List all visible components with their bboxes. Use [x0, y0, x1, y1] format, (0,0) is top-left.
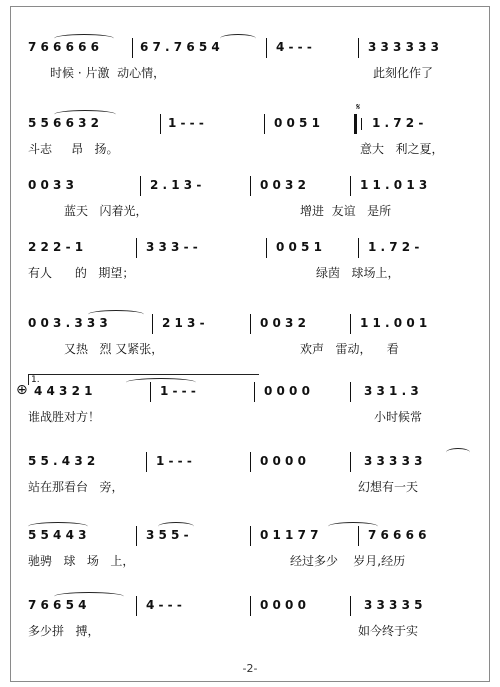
- volta-bracket: 1.: [28, 374, 259, 385]
- measure-notes: 0 0 0 0: [260, 598, 306, 612]
- tie-arc: [54, 592, 124, 601]
- measure-notes: 7 6 6 6 6 6: [28, 40, 99, 54]
- segno-icon: 𝄋: [356, 102, 361, 113]
- lyrics-row: [28, 552, 470, 574]
- tie-arc: [126, 378, 196, 387]
- measure-notes: 0 0 3 3: [28, 178, 74, 192]
- lyric-text: 经过多少 岁月,经历: [290, 554, 406, 568]
- notes-row: [28, 522, 470, 550]
- measure-notes: 5 5 . 4 3 2: [28, 454, 96, 468]
- barline: [146, 452, 147, 472]
- system-5: [28, 310, 470, 370]
- system-3: [28, 172, 470, 232]
- barline: [250, 314, 251, 334]
- barline: [152, 314, 153, 334]
- measure-notes: 0 0 3 . 3 3 3: [28, 316, 108, 330]
- coda-icon: ⊕: [16, 382, 28, 398]
- lyric-text: 有人 的 期望；: [28, 266, 135, 280]
- measure-notes: 3 3 3 - -: [146, 240, 198, 254]
- measure-notes: 1 . 7 2 -: [368, 240, 420, 254]
- measure-notes: 0 0 5 1: [274, 116, 320, 130]
- measure-notes: 4 - - -: [146, 598, 182, 612]
- measure-notes: 3 5 5 -: [146, 528, 189, 542]
- barline: [140, 176, 141, 196]
- lyric-text: 小时候常: [374, 410, 423, 424]
- measure-notes: 2 1 3 -: [162, 316, 205, 330]
- lyrics-row: [28, 264, 470, 286]
- notes-row: [28, 102, 470, 138]
- system-6: [16, 375, 470, 438]
- notes-row: [28, 234, 470, 262]
- lyric-text: 增进 友谊 是所: [300, 204, 392, 218]
- lyric-text: 此刻化作了: [373, 66, 434, 80]
- lyric-text: 如今终于实: [358, 624, 419, 638]
- barline: [136, 238, 137, 258]
- measure-notes: 5 5 4 4 3: [28, 528, 87, 542]
- lyrics-row: [28, 622, 470, 644]
- barline: [250, 452, 251, 472]
- barline: [250, 176, 251, 196]
- barline: [266, 38, 267, 58]
- barline: [132, 38, 133, 58]
- barline: [160, 114, 161, 134]
- barline: [254, 382, 255, 402]
- tie-arc: [54, 110, 116, 119]
- barline: [350, 314, 351, 334]
- measure-notes: 1 - - -: [156, 454, 192, 468]
- lyric-text: 幻想有一天: [358, 480, 419, 494]
- measure-notes: 1 - - -: [168, 116, 204, 130]
- measure-notes: 7 6 6 5 4: [28, 598, 87, 612]
- barline: [350, 452, 351, 472]
- lyrics-row: [28, 408, 470, 430]
- lyric-text: 又热 烈 又紧张，: [64, 342, 164, 356]
- measure-notes: 0 0 0 0: [260, 454, 306, 468]
- lyric-text: 意大 利之夏，: [360, 142, 444, 156]
- notes-row: [28, 172, 470, 200]
- system-7: [28, 448, 470, 508]
- barline: [358, 38, 359, 58]
- lyrics-row: [28, 478, 470, 500]
- lyric-text: 绿茵 球场上，: [316, 266, 400, 280]
- lyric-text: 站在那看台 旁，: [28, 480, 124, 494]
- measure-notes: 0 0 0 0: [264, 384, 310, 398]
- tie-arc: [54, 34, 114, 43]
- notes-row: [28, 310, 470, 338]
- tie-arc: [158, 522, 194, 531]
- measure-notes: 6 7 . 7 6 5 4: [140, 40, 220, 54]
- measure-notes: 4 - - -: [276, 40, 312, 54]
- measure-notes: 4 4 3 2 1: [34, 384, 93, 398]
- lyric-text: 蓝天 闪着光，: [64, 204, 148, 218]
- barline: [350, 596, 351, 616]
- measure-notes: 1 1 . 0 1 3: [360, 178, 428, 192]
- measure-notes: 1 - - -: [160, 384, 196, 398]
- notes-row: [28, 34, 470, 62]
- measure-notes: 0 0 5 1: [276, 240, 322, 254]
- system-1: [28, 34, 470, 94]
- measure-notes: 1 1 . 0 0 1: [360, 316, 428, 330]
- measure-notes: 3 3 1 . 3: [364, 384, 419, 398]
- tie-arc: [446, 448, 470, 457]
- system-4: [28, 234, 470, 294]
- barline: [264, 114, 265, 134]
- barline: [350, 176, 351, 196]
- lyrics-row: [28, 64, 470, 86]
- page-number: -2-: [242, 662, 258, 675]
- barline: [350, 382, 351, 402]
- barline: [250, 526, 251, 546]
- lyric-text: 时候 · 片激 动心情，: [50, 66, 166, 80]
- barline: [136, 526, 137, 546]
- lyrics-row: [28, 340, 470, 362]
- lyrics-row: [28, 202, 470, 224]
- barline: [266, 238, 267, 258]
- measure-notes: 3 3 3 3 3: [364, 454, 423, 468]
- measure-notes: 2 2 2 - 1: [28, 240, 84, 254]
- measure-notes: 3 3 3 3 3 3: [368, 40, 439, 54]
- barline: [250, 596, 251, 616]
- lyric-text: 谁战胜对方！: [28, 410, 101, 424]
- repeat-start-barline: [354, 114, 360, 134]
- measure-notes: 0 0 3 2: [260, 178, 306, 192]
- tie-arc: [220, 34, 256, 43]
- tie-arc: [88, 310, 144, 319]
- tie-arc: [328, 522, 378, 531]
- lyric-text: 欢声 雷动， 看: [300, 342, 399, 356]
- notes-row: [28, 592, 470, 620]
- measure-notes: 2 . 1 3 -: [150, 178, 202, 192]
- measure-notes: 1 . 7 2 -: [372, 116, 424, 130]
- barline: [136, 596, 137, 616]
- lyrics-row: [28, 140, 470, 162]
- measure-notes: 5 5 6 6 3 2: [28, 116, 99, 130]
- lyric-text: 斗志 昂 扬。: [28, 142, 119, 156]
- system-9: [28, 592, 470, 652]
- measure-notes: 0 0 3 2: [260, 316, 306, 330]
- notes-row: [28, 448, 470, 476]
- system-8: [28, 522, 470, 582]
- barline: [358, 238, 359, 258]
- tie-arc: [28, 522, 88, 531]
- notes-row: [16, 375, 470, 406]
- measure-notes: 7 6 6 6 6: [368, 528, 427, 542]
- measure-notes: 0 1 1 7 7: [260, 528, 319, 542]
- measure-notes: 3 3 3 3 5: [364, 598, 423, 612]
- lyric-text: 驰骋 球 场 上，: [28, 554, 135, 568]
- system-2: [28, 102, 470, 170]
- lyric-text: 多少拼 搏，: [28, 624, 100, 638]
